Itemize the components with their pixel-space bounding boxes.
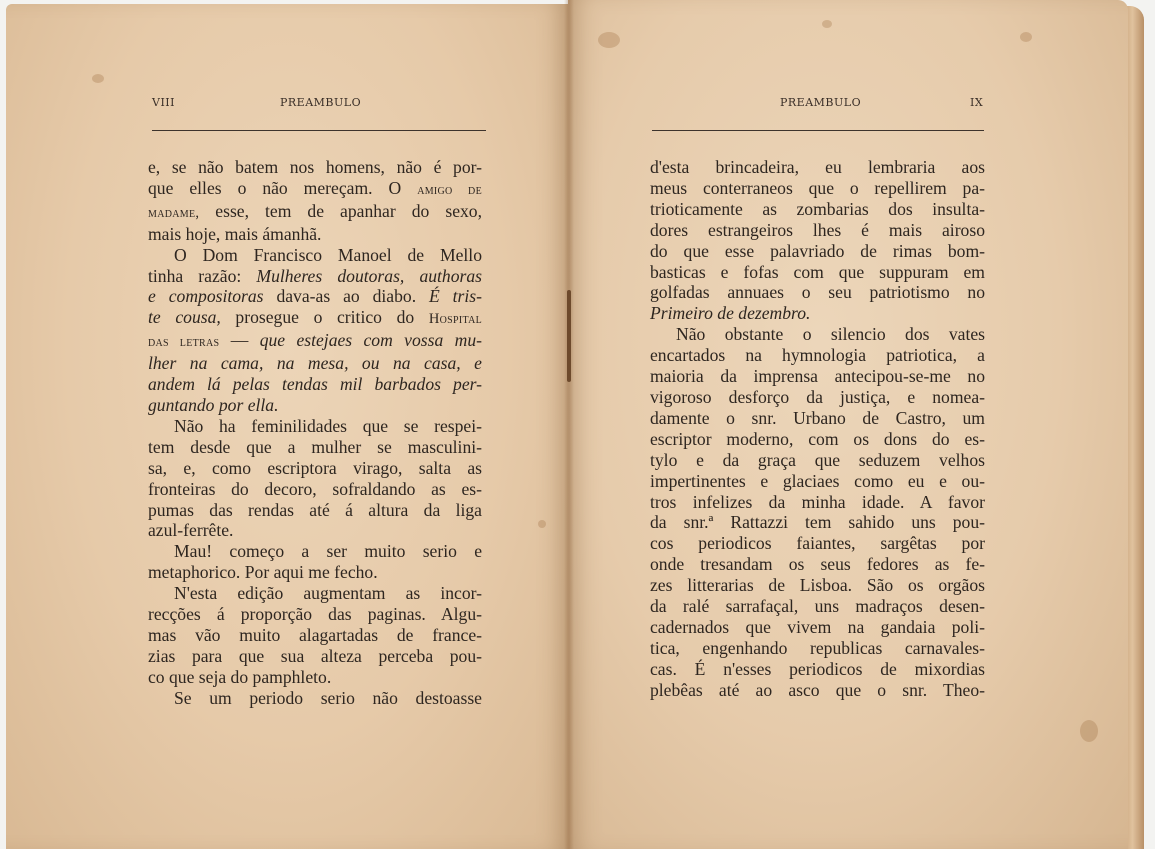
text-line — [650, 178, 985, 199]
text-line — [650, 324, 985, 345]
text-line — [650, 366, 985, 387]
text-segment: dava-as ao diabo. — [263, 286, 430, 307]
text-line — [650, 345, 985, 366]
text-segment: da ralé sarrafaçal, uns madraços desen- — [650, 596, 985, 617]
text-segment: prosegue o critico do — [220, 307, 429, 328]
text-segment: golfadas annuaes o seu patriotismo no — [650, 282, 985, 303]
text-line — [148, 500, 482, 521]
text-line — [148, 266, 482, 287]
text-segment: impertinentes e glaciaes como eu e ou- — [650, 470, 985, 491]
text-segment: mais hoje, mais ámanhã. — [148, 223, 322, 244]
small-caps-text: madame, — [148, 204, 200, 221]
text-segment: fronteiras do decoro, sofraldando as es- — [148, 478, 482, 499]
text-line — [650, 596, 985, 617]
text-segment: co que seja do pamphleto. — [148, 666, 332, 687]
text-segment: encartados na hymnologia patriotica, a — [650, 345, 985, 366]
paper-stain — [538, 520, 546, 528]
text-line — [148, 646, 482, 667]
italic-text: te cousa, — [148, 307, 221, 328]
text-segment: tem desde que a mulher se masculini- — [148, 436, 482, 457]
text-line — [148, 562, 482, 583]
paper-stain — [598, 32, 620, 48]
binding-thread — [567, 290, 571, 382]
text-segment: Se um periodo serio não destoasse — [174, 687, 482, 708]
text-line — [650, 617, 985, 638]
text-segment: onde tresandam os seus fedores as fe- — [650, 554, 985, 575]
small-caps-text: amigo de — [417, 181, 482, 198]
italic-text: Primeiro de dezembro. — [650, 303, 811, 324]
italic-text: andem lá pelas tendas mil barbados per- — [148, 374, 482, 395]
text-line — [148, 437, 482, 458]
text-line — [650, 157, 985, 178]
italic-text: É tris- — [429, 286, 483, 307]
text-line — [148, 541, 482, 562]
text-segment: mas vão muito alagartadas de france- — [148, 624, 482, 645]
text-line — [148, 667, 482, 688]
italic-text: guntando por ella. — [148, 394, 279, 415]
text-segment: esse, tem de apanhar do sexo, — [199, 200, 482, 221]
text-line — [650, 220, 985, 241]
small-caps-text: Hospital — [428, 311, 482, 328]
text-segment: Mau! começo a ser muito serio e — [174, 541, 482, 562]
paper-stain — [1020, 32, 1032, 42]
text-segment: meus conterraneos que o repellirem pa- — [650, 177, 985, 198]
italic-text: Mulheres doutoras, authoras — [256, 265, 483, 286]
text-line — [148, 157, 482, 178]
paper-stain — [92, 74, 104, 83]
italic-text: lher na cama, na mesa, ou na casa, e — [148, 353, 482, 374]
text-segment: d'esta brincadeira, eu lembraria aos — [650, 157, 985, 177]
text-line — [650, 199, 985, 220]
text-segment: cos periodicos faiantes, sargêtas por — [650, 533, 985, 554]
paper-stain — [822, 20, 832, 28]
text-segment: do que esse palavriado de rimas bom- — [650, 240, 985, 261]
text-line — [650, 262, 985, 283]
right-body-text — [650, 157, 985, 701]
text-line — [148, 374, 482, 395]
text-segment: vigoroso desforço da justiça, e nomea- — [650, 386, 985, 407]
text-segment: plebêas até ao asco que o snr. Theo- — [650, 679, 985, 700]
text-line — [148, 604, 482, 625]
text-segment: sa, e, como escriptora virago, salta as — [148, 457, 482, 478]
text-segment: metaphorico. Por aqui me fecho. — [148, 562, 378, 583]
paper-stain — [1080, 720, 1098, 742]
text-line — [650, 638, 985, 659]
text-line — [148, 458, 482, 479]
text-line — [650, 575, 985, 596]
text-line — [148, 245, 482, 266]
text-segment: zes litterarias de Lisboa. São os orgãos — [650, 575, 985, 596]
text-segment: damente o snr. Urbano de Castro, um — [650, 407, 985, 428]
text-segment: recções á proporção das paginas. Algu- — [148, 604, 482, 625]
right-page-number: IX — [970, 96, 984, 109]
text-line — [650, 554, 985, 575]
right-running-head: PREAMBULO — [780, 96, 862, 109]
text-line — [650, 387, 985, 408]
text-segment: trioticamente as zombarias dos insulta- — [650, 198, 985, 219]
text-segment: tylo e da graça que seduzem velhos — [650, 449, 985, 470]
text-line — [650, 282, 985, 303]
text-segment: tinha razão: — [148, 265, 257, 286]
text-segment: cas. É n'esses periodicos de mixordias — [650, 658, 985, 679]
right-header-rule — [652, 130, 984, 131]
text-line — [148, 625, 482, 646]
text-line — [650, 492, 985, 513]
text-line — [148, 178, 482, 201]
text-line — [148, 479, 482, 500]
text-segment: tros infelizes da minha idade. A favor — [650, 491, 985, 512]
text-line — [650, 680, 985, 701]
book-spine — [564, 0, 574, 849]
text-line — [148, 416, 482, 437]
text-line — [650, 533, 985, 554]
left-running-head: PREAMBULO — [280, 96, 362, 109]
text-segment: cadernados que vivem na gandaia poli- — [650, 616, 985, 637]
text-line — [148, 286, 482, 307]
text-segment: basticas e fofas com que suppuram em — [650, 261, 985, 282]
text-line — [650, 450, 985, 471]
text-segment: Não obstante o silencio dos vates — [676, 324, 985, 345]
text-segment: O Dom Francisco Manoel de Mello — [174, 244, 482, 265]
small-caps-text: das letras — [148, 334, 220, 351]
text-segment: tica, engenhando republicas carnavales- — [650, 637, 985, 658]
text-line — [650, 512, 985, 533]
left-page-number: VIII — [152, 96, 175, 109]
text-line — [148, 330, 482, 353]
text-segment: N'esta edição augmentam as incor- — [174, 583, 482, 604]
text-line — [650, 408, 985, 429]
text-segment: da snr.ª Rattazzi tem sahido uns pou- — [650, 512, 985, 533]
text-segment: zias para que sua alteza perceba pou- — [148, 645, 482, 666]
italic-text: que estejaes com vossa mu- — [259, 330, 482, 351]
left-header-rule — [152, 130, 486, 131]
text-line — [148, 395, 482, 416]
text-segment: maioria da imprensa antecipou-se-me no — [650, 366, 985, 387]
text-segment: escriptor moderno, com os dons do es- — [650, 428, 985, 449]
text-segment: Não ha feminilidades que se respei- — [174, 415, 482, 436]
text-line — [650, 241, 985, 262]
text-line — [148, 353, 482, 374]
italic-text: e compositoras — [148, 286, 264, 307]
text-segment: pumas das rendas até á altura da liga — [148, 499, 482, 520]
text-line — [148, 224, 482, 245]
left-body-text — [148, 157, 482, 709]
text-segment: que elles o não mereçam. O — [148, 177, 418, 198]
text-segment: — — [219, 330, 260, 351]
text-line — [650, 429, 985, 450]
text-line — [650, 303, 985, 324]
text-segment: dores estrangeiros lhes é mais airoso — [650, 219, 985, 240]
text-line — [148, 307, 482, 330]
text-line — [650, 471, 985, 492]
text-line — [650, 659, 985, 680]
text-line — [148, 520, 482, 541]
text-line — [148, 201, 482, 224]
text-segment: azul-ferrête. — [148, 520, 234, 541]
text-line — [148, 583, 482, 604]
text-segment: e, se não batem nos homens, não é por- — [148, 157, 482, 177]
text-line — [148, 688, 482, 709]
